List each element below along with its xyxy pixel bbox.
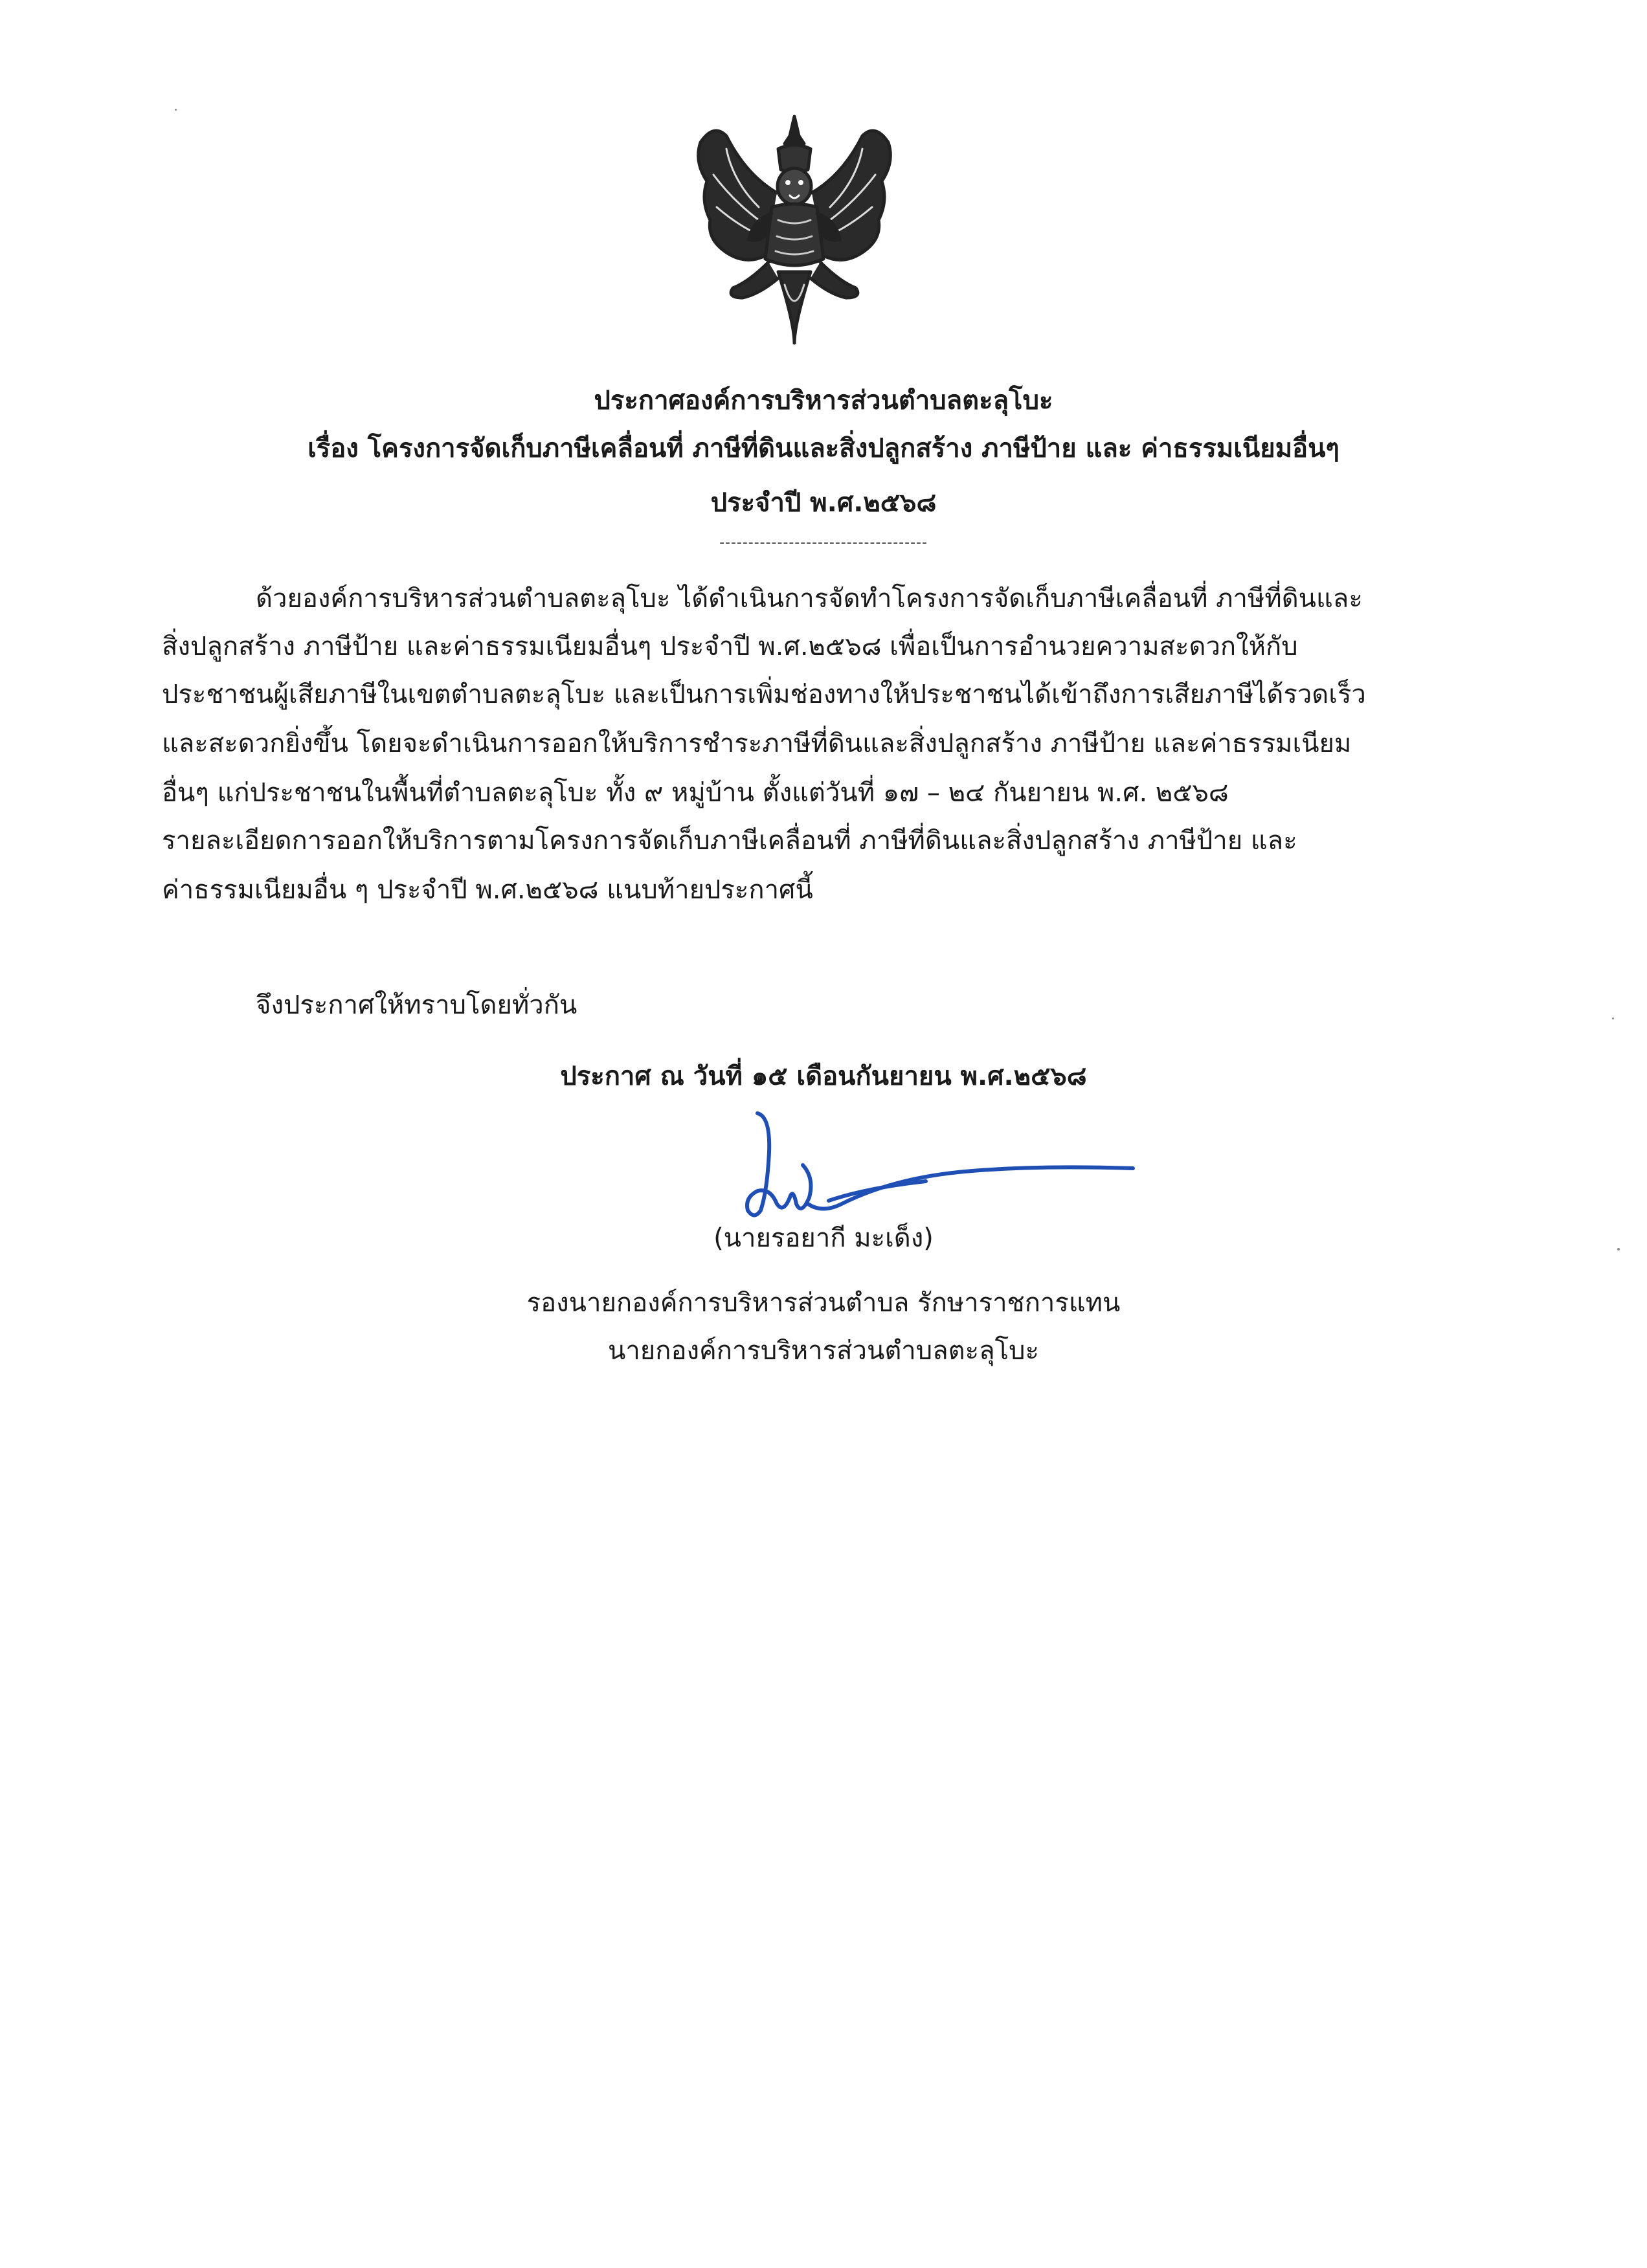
body-line-7: ค่าธรรมเนียมอื่น ๆ ประจำปี พ.ศ.๒๕๖๘ แนบท้ายประกาศนี้: [162, 875, 813, 905]
signatory-name: (นายรอยากี มะเด็ง): [713, 1223, 934, 1253]
body-line-5: อื่นๆ แก่ประชาชนในพื้นที่ตำบลตะลุโบะ ทั้ง ๙ หมู่บ้าน ตั้งแต่วันที่ ๑๗ – ๒๔ กันยายน พ.ศ. ๒๕๖๘: [162, 778, 1229, 808]
closing-statement: จึงประกาศให้ทราบโดยทั่วกัน: [256, 990, 577, 1020]
signatory-position-line-1: รองนายกองค์การบริหารส่วนตำบล รักษาราชการแทน: [526, 1288, 1121, 1318]
announcement-subject: เรื่อง โครงการจัดเก็บภาษีเคลื่อนที่ ภาษีที่ดินและสิ่งปลูกสร้าง ภาษีป้าย และ ค่าธรรมเนียมอื่นๆ: [308, 434, 1339, 463]
body-line-1: ด้วยองค์การบริหารส่วนตำบลตะลุโบะ ได้ดำเนินการจัดทำโครงการจัดเก็บภาษีเคลื่อนที่ ภาษีที่ดินและ: [256, 584, 1363, 614]
announcement-year: ประจำปี พ.ศ.๒๕๖๘: [710, 488, 937, 518]
scan-speck: [1612, 1017, 1614, 1019]
scan-speck: [175, 109, 177, 111]
heading-divider: ------------------------------------: [719, 535, 928, 551]
body-line-6: รายละเอียดการออกให้บริการตามโครงการจัดเก็บภาษีเคลื่อนที่ ภาษีที่ดินและสิ่งปลูกสร้าง ภาษีป้าย และ: [162, 826, 1297, 856]
scan-speck: [1617, 1248, 1620, 1251]
garuda-emblem-icon: [688, 110, 901, 350]
signatory-position-line-2: นายกองค์การบริหารส่วนตำบลตะลุโบะ: [607, 1336, 1039, 1366]
handwritten-signature-icon: [732, 1100, 1146, 1223]
announcement-title: ประกาศองค์การบริหารส่วนตำบลตะลุโบะ: [594, 386, 1053, 416]
body-line-2: สิ่งปลูกสร้าง ภาษีป้าย และค่าธรรมเนียมอื่นๆ ประจำปี พ.ศ.๒๕๖๘ เพื่อเป็นการอำนวยความสะดวกให้กับ: [162, 632, 1298, 662]
announcement-date: ประกาศ ณ วันที่ ๑๕ เดือนกันยายน พ.ศ.๒๕๖๘: [560, 1062, 1087, 1091]
body-line-4: และสะดวกยิ่งขึ้น โดยจะดำเนินการออกให้บริการชำระภาษีที่ดินและสิ่งปลูกสร้าง ภาษีป้าย และค่าธรรมเนียม: [162, 729, 1352, 759]
body-line-3: ประชาชนผู้เสียภาษีในเขตตำบลตะลุโบะ และเป็นการเพิ่มช่องทางให้ประชาชนได้เข้าถึงการเสียภาษีได้รวดเร็ว: [162, 680, 1366, 709]
